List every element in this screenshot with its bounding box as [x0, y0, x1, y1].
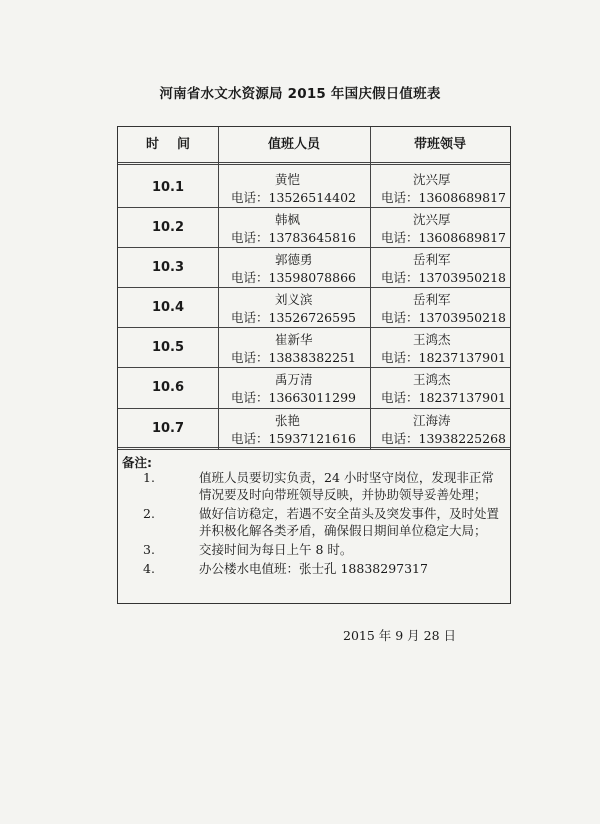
- table-row: [118, 368, 510, 408]
- leader-cell: [370, 168, 510, 208]
- leader-phone: 电话：13608689817: [381, 230, 506, 245]
- note-line: 交接时间为每日上午 8 时。: [199, 542, 353, 557]
- note-number: 3.: [143, 542, 155, 557]
- leader-cell: [370, 288, 510, 328]
- table-row: [118, 248, 510, 288]
- leader-phone: 电话：18237137901: [381, 350, 506, 365]
- note-number: 4.: [143, 561, 155, 576]
- staff-phone: 电话：13598078866: [231, 270, 356, 285]
- staff-name: 黄恺: [275, 172, 301, 187]
- leader-phone: 电话：13938225268: [381, 431, 506, 446]
- leader-cell: [370, 248, 510, 288]
- note-number: 2.: [143, 506, 155, 521]
- header-leader: 带班领导: [413, 137, 466, 152]
- table-row: [118, 288, 510, 328]
- staff-cell: [218, 328, 370, 368]
- leader-name: 王鸿杰: [413, 332, 451, 347]
- row-date: 10.1: [151, 180, 185, 195]
- staff-cell: [218, 409, 370, 449]
- note-text: [199, 541, 509, 558]
- page-title: 河南省水文水资源局 2015 年国庆假日值班表: [159, 86, 441, 102]
- staff-name: 刘义滨: [275, 292, 313, 307]
- leader-phone: 电话：13703950218: [381, 270, 506, 285]
- note-text: [199, 505, 509, 539]
- row-date: 10.4: [151, 300, 185, 315]
- staff-phone: 电话：13526726595: [231, 310, 356, 325]
- table-row: [118, 409, 510, 449]
- duty-table: [117, 126, 511, 604]
- leader-name: 江海涛: [413, 413, 451, 428]
- row-date: 10.3: [151, 260, 185, 275]
- note-line: 值班人员要切实负责，24 小时坚守岗位，发现非正常: [199, 470, 494, 485]
- staff-cell: [218, 248, 370, 288]
- note-text: [199, 560, 509, 577]
- leader-name: 沈兴厚: [413, 172, 451, 187]
- staff-name: 韩枫: [275, 212, 301, 227]
- staff-name: 禹万清: [275, 372, 313, 387]
- staff-phone: 电话：13526514402: [231, 190, 356, 205]
- note-line: 做好信访稳定，若遇不安全苗头及突发事件，及时处置: [199, 506, 500, 521]
- leader-phone: 电话：18237137901: [381, 390, 506, 405]
- leader-cell: [370, 409, 510, 449]
- staff-phone: 电话：13663011299: [231, 390, 356, 405]
- footer-date: 2015 年 9 月 28 日: [343, 628, 457, 643]
- note-line: 并积极化解各类矛盾，确保假日期间单位稳定大局；: [199, 523, 487, 538]
- leader-name: 岳利军: [413, 292, 451, 307]
- table-row: [118, 328, 510, 368]
- leader-phone: 电话：13608689817: [381, 190, 506, 205]
- leader-name: 沈兴厚: [413, 212, 451, 227]
- note-line: 情况要及时向带班领导反映，并协助领导妥善处理；: [199, 487, 487, 502]
- staff-name: 崔新华: [275, 332, 313, 347]
- staff-phone: 电话：13783645816: [231, 230, 356, 245]
- leader-cell: [370, 208, 510, 248]
- staff-cell: [218, 288, 370, 328]
- staff-name: 张艳: [275, 413, 301, 428]
- table-row: [118, 208, 510, 248]
- staff-cell: [218, 208, 370, 248]
- staff-phone: 电话：13838382251: [231, 350, 356, 365]
- leader-cell: [370, 328, 510, 368]
- header-time: 时间: [145, 137, 208, 152]
- note-number: 1.: [143, 470, 155, 485]
- leader-name: 岳利军: [413, 252, 451, 267]
- staff-phone: 电话：15937121616: [231, 431, 356, 446]
- staff-cell: [218, 368, 370, 408]
- row-date: 10.2: [151, 220, 185, 235]
- table-row: [118, 168, 510, 208]
- row-date: 10.5: [151, 340, 185, 355]
- row-date: 10.6: [151, 380, 185, 395]
- staff-cell: [218, 168, 370, 208]
- note-line: 办公楼水电值班：张士孔 18838297317: [199, 561, 428, 576]
- leader-name: 王鸿杰: [413, 372, 451, 387]
- staff-name: 郭德勇: [275, 252, 313, 267]
- row-date: 10.7: [151, 421, 185, 436]
- leader-cell: [370, 368, 510, 408]
- leader-phone: 电话：13703950218: [381, 310, 506, 325]
- note-text: [199, 469, 509, 503]
- notes-title: 备注:: [122, 455, 152, 470]
- header-staff: 值班人员: [267, 137, 320, 152]
